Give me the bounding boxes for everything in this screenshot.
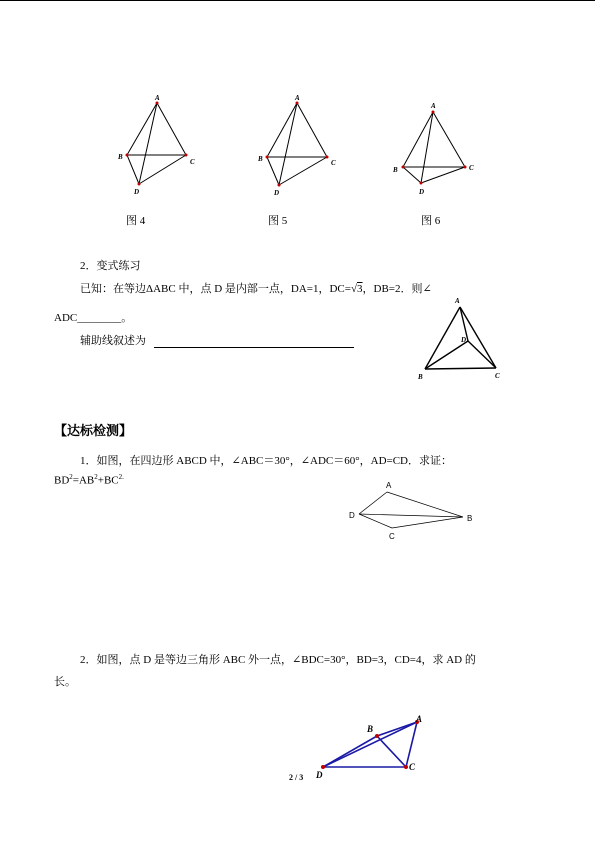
q1-exp-2: 2 (94, 473, 98, 481)
vertex-label-a: A (455, 297, 460, 305)
vertex-label-c: C (389, 532, 395, 541)
vertex-label-b: B (393, 166, 398, 174)
vertex-label-a: A (295, 94, 300, 102)
variant-line-1-pre: 已知：在等边ΔABC 中，点 D 是内部一点，DA=1，DC= (80, 283, 351, 295)
q2-line-2: 长。 (54, 676, 76, 688)
variant-line-2: ADC________。 (54, 312, 133, 324)
q1-term-ab: =AB (72, 474, 95, 487)
variant-figure (410, 298, 510, 383)
vertex-label-c: C (331, 159, 336, 167)
section-heading: 【达标检测】 (54, 424, 133, 439)
figure-5-diagram (250, 92, 340, 202)
page-number: 2 / 3 (289, 773, 304, 782)
variant-figure-diagram (410, 298, 510, 383)
vertex-label-b: B (367, 724, 374, 734)
vertex-label-d: D (461, 336, 467, 344)
figure-6-diagram (390, 100, 490, 200)
vertex-label-b: B (258, 155, 263, 163)
vertex-label-d: D (419, 188, 425, 196)
sqrt-symbol: √ (350, 283, 358, 295)
sqrt-radicand: 3 (357, 283, 363, 295)
figure-6-caption: 图 6 (421, 215, 441, 227)
q2-figure-diagram (312, 710, 442, 790)
vertex-label-d: D (316, 770, 323, 780)
aux-label: 辅助线叙述为 (80, 335, 146, 347)
figure-4-caption: 图 4 (126, 215, 146, 227)
q1-exp-3: 2. (118, 473, 124, 481)
figure-5 (250, 92, 340, 202)
vertex-label-a: A (155, 94, 160, 102)
q1-figure-diagram (345, 478, 485, 543)
q1-line-1: 1．如图，在四边形 ABCD 中，∠ABC＝30°，∠ADC＝60°，AD=CD．求证： (80, 455, 453, 467)
vertex-label-d: D (134, 188, 140, 196)
q1-line-2 (54, 473, 124, 487)
q1-term-bc: +BC (97, 474, 119, 487)
vertex-label-b: B (418, 373, 423, 381)
q1-figure (345, 478, 485, 543)
variant-line-1-post: ，DB=2．则∠ (362, 283, 432, 295)
q2-figure (312, 710, 442, 790)
vertex-label-b: B (118, 153, 123, 161)
vertex-label-a: A (416, 714, 423, 724)
q1-exp-1: 2 (69, 473, 73, 481)
vertex-label-c: C (469, 164, 474, 172)
vertex-label-d: D (349, 511, 355, 520)
vertex-label-b: B (467, 514, 473, 523)
figure-4 (110, 92, 200, 202)
vertex-label-d: D (274, 189, 280, 197)
vertex-label-a: A (431, 102, 436, 110)
figure-6 (390, 100, 490, 200)
figure-5-caption: 图 5 (268, 215, 288, 227)
vertex-label-a: A (386, 481, 392, 490)
figure-4-diagram (110, 92, 200, 202)
vertex-label-c: C (409, 762, 416, 772)
variant-title: 2．变式练习 (80, 260, 141, 272)
q2-line-1: 2．如图，点 D 是等边三角形 ABC 外一点，∠BDC=30°，BD=3，CD=4，求 AD 的 (80, 654, 476, 666)
aux-answer-blank[interactable] (154, 337, 354, 348)
variant-line-1 (80, 280, 432, 296)
aux-line (80, 332, 354, 348)
vertex-label-c: C (495, 372, 500, 380)
vertex-label-c: C (190, 158, 195, 166)
top-rule (0, 0, 595, 1)
q1-term-bd: BD (54, 474, 70, 487)
